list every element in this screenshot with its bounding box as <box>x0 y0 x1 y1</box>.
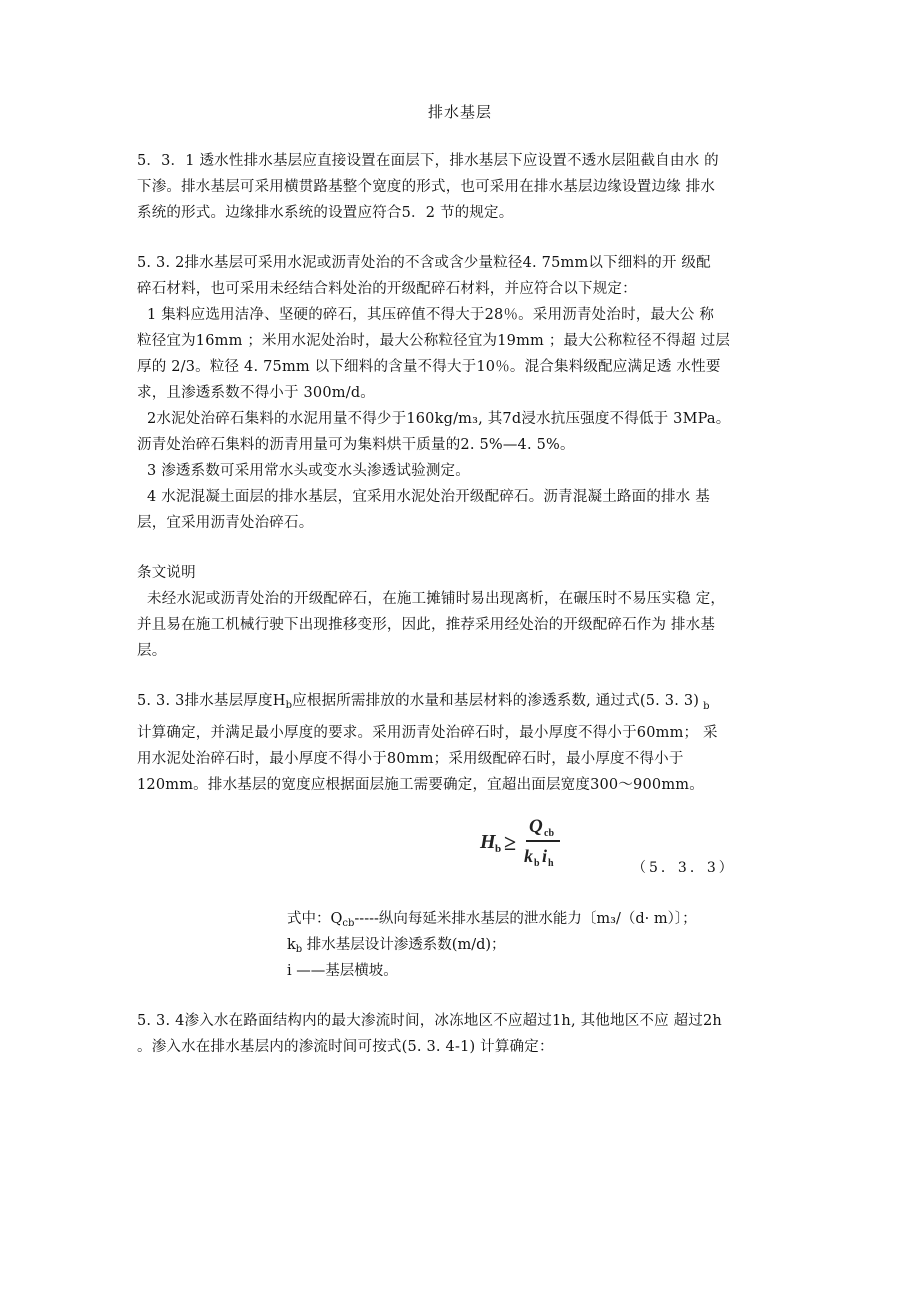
section-5-3-1 <box>137 148 797 226</box>
explanation-heading: 条文说明 <box>137 565 196 581</box>
formula-numerator-sub: cb <box>544 828 554 839</box>
subscript: b <box>295 944 303 955</box>
clause-explanation <box>137 560 797 664</box>
subscript: cb <box>342 918 355 929</box>
formula-denominator-i-sub: h <box>548 858 554 869</box>
requirement-item-2 <box>137 406 797 458</box>
text-run: 应根据所需排放的水量和基层材料的渗透系数, 通过式(5. 3. 3) <box>292 693 700 709</box>
text-run: 排水基层设计渗透系数(m/d)； <box>302 937 506 953</box>
paragraph-line: 4 水泥混凝土面层的排水基层，宜采用水泥处治开级配碎石。沥青混凝土路面的排水 基 <box>147 489 710 505</box>
text-run: k <box>287 937 296 953</box>
formula-number: （5．3．3） <box>632 860 736 876</box>
paragraph-line: 下渗。排水基层可采用横贯路基整个宽度的形式，也可采用在排水基层边缘设置边缘 排水 <box>137 179 716 195</box>
definition-i: i ——基层横坡。 <box>287 963 398 979</box>
formula-definitions <box>287 906 697 984</box>
definition-q <box>287 906 697 932</box>
formula-lhs: H <box>480 831 496 853</box>
paragraph-line: 计算确定，并满足最小厚度的要求。采用沥青处治碎石时，最小厚度不得小于60mm； 采 <box>137 725 718 741</box>
requirement-item-4 <box>137 484 797 536</box>
paragraph-line: 未经水泥或沥青处治的开级配碎石，在施工摊铺时易出现离析，在碾压时不易压实稳 定， <box>147 591 726 607</box>
requirement-item-1 <box>137 302 797 406</box>
subscript: b <box>703 701 710 712</box>
paragraph-line: 3 渗透系数可采用常水头或变水头渗透试验测定。 <box>147 463 470 479</box>
section-5-3-4 <box>137 1008 797 1060</box>
paragraph-line: 求，且渗透系数不得小于 300m/d。 <box>137 385 376 401</box>
formula-denominator-k: k <box>524 846 533 866</box>
formula-denominator-k-sub: b <box>534 858 540 869</box>
formula-numerator: Q <box>529 816 543 837</box>
paragraph-line: 粒径宜为16mm ；米用水泥处治时，最大公称粒径宜为19mm ；最大公称粒径不得超 过层 <box>137 333 731 349</box>
subscript: b <box>285 700 293 711</box>
requirement-item-3 <box>137 458 797 484</box>
formula-lhs-sub: b <box>495 843 502 855</box>
formula-operator: ≥ <box>504 830 517 855</box>
paragraph-line: 2水泥处治碎石集料的水泥用量不得少于160kg/m₃, 其7d浸水抗压强度不得低于 3MPa。 <box>147 411 731 427</box>
section-5-3-2 <box>137 250 797 302</box>
paragraph-line: 系统的形式。边缘排水系统的设置应符合5．2 节的规定。 <box>137 205 514 221</box>
page-title: 排水基层 <box>427 103 492 121</box>
paragraph-line <box>137 688 797 720</box>
paragraph-line: 5. 3. 2排水基层可采用水泥或沥青处治的不含或含少量粒径4. 75mm以下细料的开 级配 <box>137 255 711 271</box>
paragraph-line: 碎石材料，也可采用未经结合料处治的开级配碎石材料，并应符合以下规定： <box>137 281 637 297</box>
paragraph-line: 5. 3. 4渗入水在路面结构内的最大渗流时间，冰冻地区不应超过1h, 其他地区不应 超过2h <box>137 1013 722 1029</box>
paragraph-line: 。渗入水在排水基层内的渗流时间可按式(5. 3. 4-1) 计算确定： <box>137 1039 554 1055</box>
paragraph-line: 沥青处治碎石集料的沥青用量可为集料烘干质量的2. 5%—4. 5%。 <box>137 437 575 453</box>
formula-denominator-i: i <box>542 846 548 866</box>
paragraph-line: 用水泥处治碎石时，最小厚度不得小于80mm；采用级配碎石时，最小厚度不得小于 <box>137 751 684 767</box>
definition-k <box>287 932 697 958</box>
paragraph-line: 1 集料应选用洁净、坚硬的碎石，其压碎值不得大于28％。采用沥青处治时，最大公 称 <box>147 307 715 323</box>
text-run: 5. 3. 3排水基层厚度H <box>137 693 286 709</box>
text-run: 式中：Q <box>287 911 343 927</box>
paragraph-line: 层，宜采用沥青处治碎石。 <box>137 515 314 531</box>
paragraph-line: 并且易在施工机械行驶下出现推移变形，因此，推荐采用经处治的开级配碎石作为 排水基 <box>137 617 716 633</box>
section-5-3-3 <box>137 688 797 798</box>
paragraph-line: 120mm。排水基层的宽度应根据面层施工需要确定，宜超出面层宽度300〜900mm。 <box>137 777 704 793</box>
formula-5-3-3 <box>474 812 584 876</box>
paragraph-line: 5．3．1 透水性排水基层应直接设置在面层下，排水基层下应设置不透水层阻截自由水 的 <box>137 153 719 169</box>
text-run: -----纵向每延米排水基层的泄水能力〔m₃/（d· m）〕； <box>354 911 697 927</box>
paragraph-line: 厚的 2/3。粒径 4. 75mm 以下细料的含量不得大于10％。混合集料级配应满足透 水性要 <box>137 359 721 375</box>
paragraph-line: 层。 <box>137 643 167 659</box>
